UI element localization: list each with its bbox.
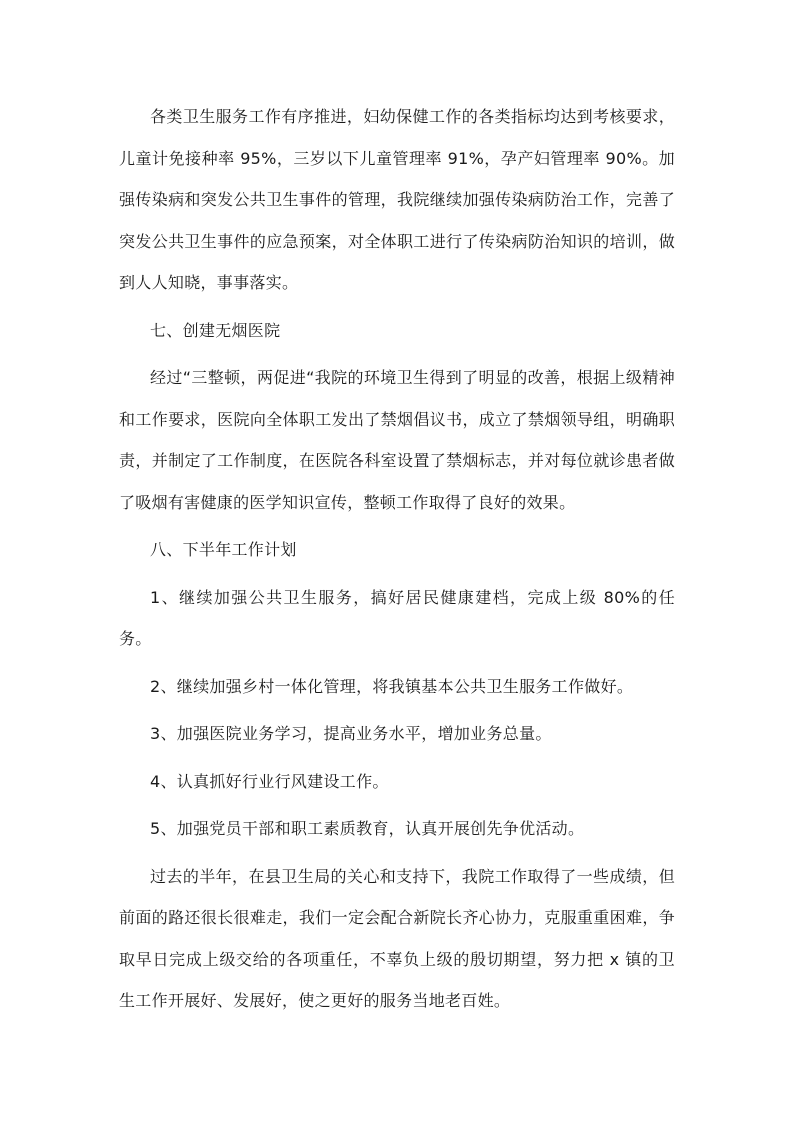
document-page	[119, 96, 675, 1022]
plan-item-4: 4、认真抓好行业行风建设工作。	[150, 771, 389, 791]
paragraph-health-services: 各类卫生服务工作有序推进，妇幼保健工作的各类指标均达到考核要求，儿童计免接种率 95%，三岁以下儿童管理率 91%，孕产妇管理率 90%。加强传染病和突发公共卫生事件的管理，我院继续加强传染病防治工作，完善了突发公共卫生事件的应急预案，对全体职工进行了传染病防治知识的培训，做到人人知晓，事事落实。	[119, 107, 675, 292]
paragraph-smoke-free: 经过“三整顿，两促进“我院的环境卫生得到了明显的改善，根据上级精神和工作要求，医院向全体职工发出了禁烟倡议书，成立了禁烟领导组，明确职责，并制定了工作制度，在医院各科室设置了禁烟标志，并对每位就诊患者做了吸烟有害健康的医学知识宣传，整顿工作取得了良好的效果。	[119, 368, 675, 512]
plan-item-5: 5、加强党员干部和职工素质教育，认真开展创先争优活动。	[150, 819, 585, 838]
plan-item-3: 3、加强医院业务学习，提高业务水平，增加业务总量。	[150, 724, 552, 743]
section-heading-smoke-free: 七、创建无烟医院	[150, 320, 281, 340]
paragraph-conclusion: 过去的半年，在县卫生局的关心和支持下，我院工作取得了一些成绩，但前面的路还很长很难走，我们一定会配合新院长齐心协力，克服重重困难，争取早日完成上级交给的各项重任，不辜负上级的殷切期望，努力把 x 镇的卫生工作开展好、发展好，使之更好的服务当地老百姓。	[119, 866, 675, 1010]
plan-item-2: 2、继续加强乡村一体化管理，将我镇基本公共卫生服务工作做好。	[150, 676, 634, 696]
section-heading-work-plan: 八、下半年工作计划	[150, 540, 297, 559]
plan-item-1: 1、继续加强公共卫生服务，搞好居民健康建档，完成上级 80%的任务。	[119, 587, 675, 648]
